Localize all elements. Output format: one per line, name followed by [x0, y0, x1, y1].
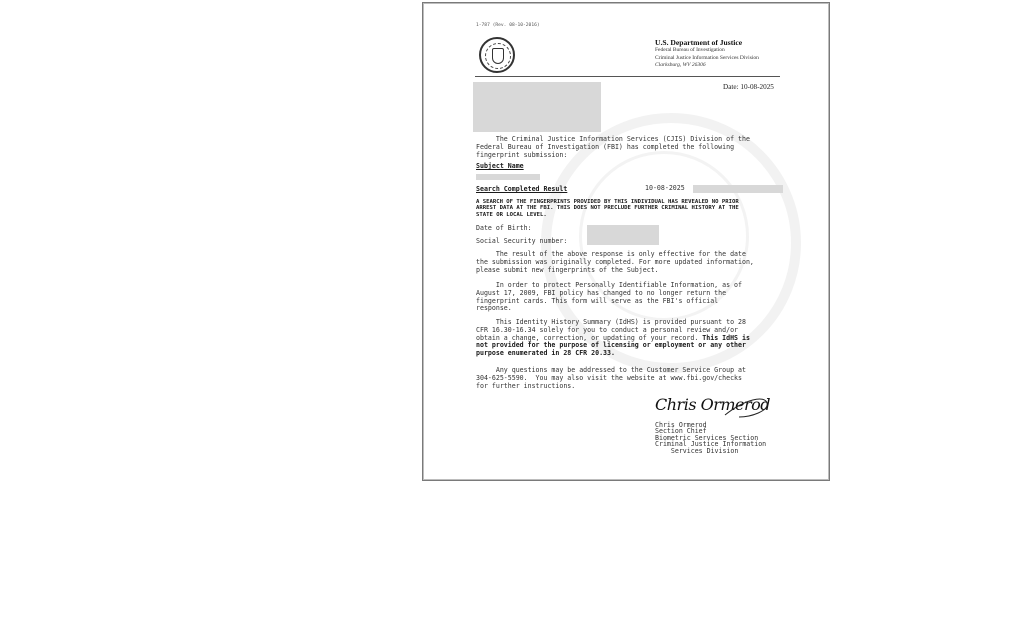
signature-flourish	[655, 395, 775, 423]
idhs-bold-text: This IdHS is not provided for the purpose of licensing or employment or any other purpose enumerated in 28 CFR 20.33.	[476, 333, 750, 358]
agency-header	[655, 39, 759, 69]
redacted-subject-name	[476, 174, 540, 180]
redacted-result-id	[693, 185, 783, 193]
signer-title: Section Chief	[655, 427, 707, 436]
intro-paragraph: The Criminal Justice Information Services (CJIS) Division of the Federal Bureau of Investigation (FBI) has completed the following fingerprint submission:	[476, 135, 750, 159]
result-date: 10-08-2025	[645, 184, 685, 192]
redacted-personal-info	[587, 225, 659, 245]
ssn-label: Social Security number:	[476, 237, 568, 245]
document-date: Date: 10-08-2025	[723, 83, 774, 91]
document-page	[422, 2, 830, 481]
redacted-address-block	[473, 82, 601, 132]
contact-paragraph: Any questions may be addressed to the Customer Service Group at 304-625-5590. You may also visit the website at www.fbi.gov/checks for further instructions.	[476, 366, 746, 390]
signature-block	[655, 422, 766, 454]
idhs-paragraph	[476, 319, 750, 358]
bureau-name: Federal Bureau of Investigation	[655, 47, 725, 54]
handwritten-signature: Chris Ormerod	[655, 395, 771, 414]
search-result-text: A SEARCH OF THE FINGERPRINTS PROVIDED BY THIS INDIVIDUAL HAS REVEALED NO PRIOR ARREST DATA AT THE FBI. THIS DOES NOT PRECLUDE FURTHER CRIMINAL HISTORY AT THE STATE OR LOCAL LEVEL.	[476, 199, 739, 218]
search-result-heading: Search Completed Result	[476, 185, 568, 193]
signer-division: Criminal Justice Information Services Division	[655, 440, 767, 455]
signer-name: Chris Ormerod	[655, 421, 707, 429]
department-name: U.S. Department of Justice	[655, 38, 743, 47]
dob-label: Date of Birth:	[476, 224, 532, 232]
signer-section: Biometric Services Section	[655, 433, 759, 442]
effective-date-paragraph: The result of the above response is only effective for the date the submission was originally completed. For more updated information, please submit new fingerprints of the Subject.	[476, 250, 754, 274]
pii-paragraph: In order to protect Personally Identifiable Information, as of August 17, 2009, FBI policy has changed to no longer return the fingerprint cards. This form will serve as the FBI's official response.	[476, 281, 742, 313]
agency-city: Clarksburg, WV 26306	[655, 61, 706, 68]
header-rule	[475, 76, 780, 77]
idhs-text: This Identity History Summary (IdHS) is provided pursuant to 28 CFR 16.30-16.34 solely for you to conduct a personal review and/or obtain a change, correction, or updating of your record.	[476, 318, 746, 342]
fbi-seal-icon	[479, 37, 515, 73]
subject-name-heading: Subject Name	[476, 162, 524, 170]
form-number: 1-787 (Rev. 08-10-2016)	[476, 23, 540, 28]
division-name: Criminal Justice Information Services Division	[655, 54, 759, 61]
